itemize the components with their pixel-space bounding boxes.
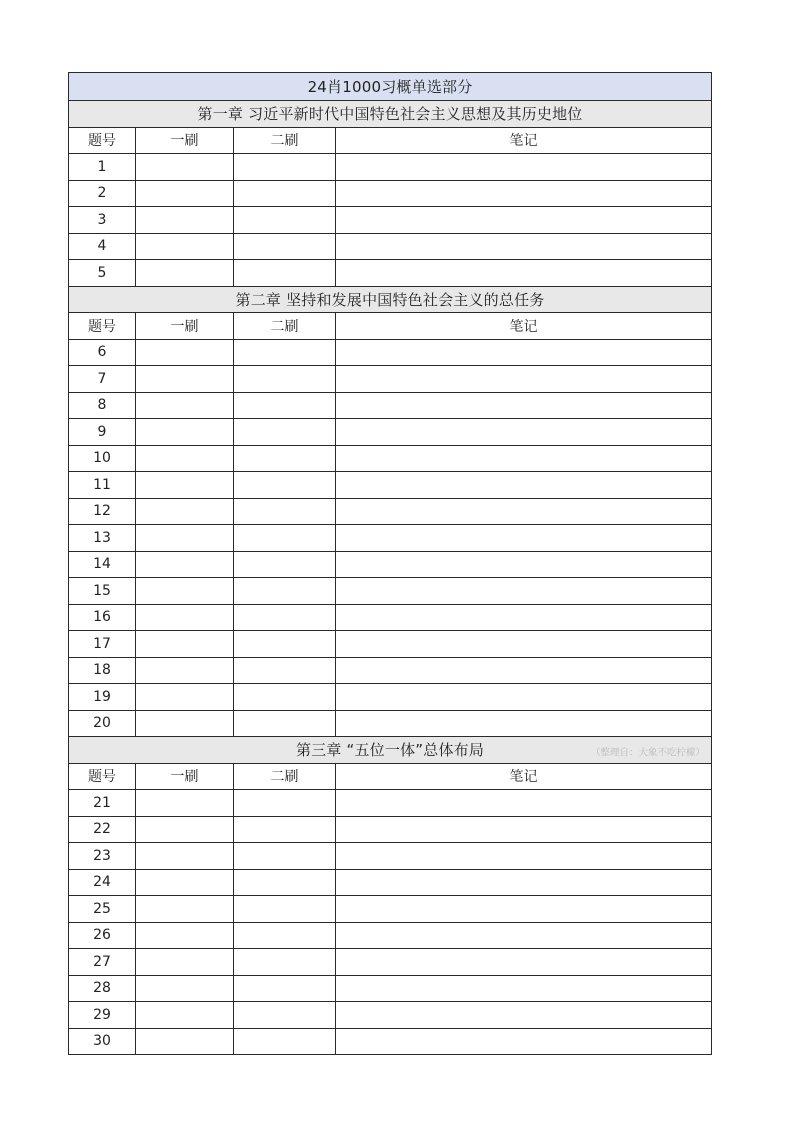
- table-row: [69, 365, 711, 392]
- question-number: 28: [93, 980, 111, 997]
- table-row: [69, 657, 711, 684]
- practice-log-table: [68, 72, 712, 1055]
- table-row: [69, 842, 711, 869]
- header-second-pass: 二刷: [233, 764, 335, 790]
- notes-cell[interactable]: [335, 605, 711, 631]
- notes-cell[interactable]: [335, 207, 711, 233]
- table-row: [69, 1001, 711, 1028]
- second-pass-cell[interactable]: [233, 472, 335, 498]
- first-pass-cell[interactable]: [135, 843, 233, 869]
- table-row: [69, 153, 711, 180]
- second-pass-cell[interactable]: [233, 843, 335, 869]
- notes-cell[interactable]: [335, 234, 711, 260]
- question-number: 1: [97, 158, 107, 175]
- table-row: [69, 710, 711, 737]
- first-pass-cell[interactable]: [135, 552, 233, 578]
- question-number: 30: [93, 1033, 111, 1050]
- table-row: [69, 206, 711, 233]
- first-pass-cell[interactable]: [135, 499, 233, 525]
- table-row: [69, 180, 711, 207]
- chapter-header-row: [69, 286, 711, 313]
- second-pass-cell[interactable]: [233, 1029, 335, 1055]
- second-pass-cell[interactable]: [233, 419, 335, 445]
- notes-cell[interactable]: [335, 154, 711, 180]
- first-pass-cell[interactable]: [135, 1029, 233, 1055]
- first-pass-cell[interactable]: [135, 923, 233, 949]
- second-pass-cell[interactable]: [233, 207, 335, 233]
- header-first-pass: 一刷: [135, 313, 233, 339]
- first-pass-cell[interactable]: [135, 419, 233, 445]
- notes-cell[interactable]: [335, 976, 711, 1002]
- first-pass-cell[interactable]: [135, 446, 233, 472]
- second-pass-cell[interactable]: [233, 605, 335, 631]
- table-row: [69, 551, 711, 578]
- question-number: 20: [93, 715, 111, 732]
- question-number: 19: [93, 688, 111, 705]
- table-row: [69, 392, 711, 419]
- header-second-pass: 二刷: [233, 128, 335, 154]
- table-row: [69, 418, 711, 445]
- table-row: [69, 922, 711, 949]
- table-row: [69, 339, 711, 366]
- second-pass-cell[interactable]: [233, 817, 335, 843]
- header-question-number: 题号: [88, 318, 116, 335]
- notes-cell[interactable]: [335, 340, 711, 366]
- notes-cell[interactable]: [335, 949, 711, 975]
- table-row: [69, 895, 711, 922]
- first-pass-cell[interactable]: [135, 472, 233, 498]
- notes-cell[interactable]: [335, 552, 711, 578]
- table-row: [69, 498, 711, 525]
- question-number: 23: [93, 847, 111, 864]
- second-pass-cell[interactable]: [233, 896, 335, 922]
- first-pass-cell[interactable]: [135, 870, 233, 896]
- notes-cell[interactable]: [335, 419, 711, 445]
- second-pass-cell[interactable]: [233, 631, 335, 657]
- notes-cell[interactable]: [335, 923, 711, 949]
- first-pass-cell[interactable]: [135, 260, 233, 286]
- header-question-number: 题号: [88, 769, 116, 786]
- header-first-pass: 一刷: [135, 764, 233, 790]
- question-number: 9: [97, 423, 107, 440]
- table-row: [69, 789, 711, 816]
- second-pass-cell[interactable]: [233, 976, 335, 1002]
- notes-cell[interactable]: [335, 711, 711, 737]
- question-number: 6: [97, 344, 107, 361]
- table-row: [69, 524, 711, 551]
- table-row: [69, 471, 711, 498]
- table-row: [69, 683, 711, 710]
- second-pass-cell[interactable]: [233, 658, 335, 684]
- question-number: 8: [97, 397, 107, 414]
- first-pass-cell[interactable]: [135, 234, 233, 260]
- chapter-header-row: [69, 736, 711, 763]
- question-number: 3: [97, 211, 107, 228]
- table-row: [69, 975, 711, 1002]
- header-notes: 笔记: [335, 764, 711, 790]
- notes-cell[interactable]: [335, 1002, 711, 1028]
- first-pass-cell[interactable]: [135, 393, 233, 419]
- notes-cell[interactable]: [335, 181, 711, 207]
- chapter-title: 第一章 习近平新时代中国特色社会主义思想及其历史地位: [197, 105, 583, 124]
- table-row: [69, 1028, 711, 1055]
- column-header-row: [69, 127, 711, 154]
- second-pass-cell[interactable]: [233, 949, 335, 975]
- notes-cell[interactable]: [335, 658, 711, 684]
- second-pass-cell[interactable]: [233, 1002, 335, 1028]
- second-pass-cell[interactable]: [233, 234, 335, 260]
- first-pass-cell[interactable]: [135, 896, 233, 922]
- second-pass-cell[interactable]: [233, 552, 335, 578]
- table-title-row: [69, 72, 711, 100]
- table-row: [69, 604, 711, 631]
- first-pass-cell[interactable]: [135, 340, 233, 366]
- header-notes: 笔记: [335, 128, 711, 154]
- first-pass-cell[interactable]: [135, 605, 233, 631]
- chapter-title: 第二章 坚持和发展中国特色社会主义的总任务: [235, 290, 545, 309]
- first-pass-cell[interactable]: [135, 207, 233, 233]
- first-pass-cell[interactable]: [135, 976, 233, 1002]
- first-pass-cell[interactable]: [135, 949, 233, 975]
- column-header-row: [69, 763, 711, 790]
- first-pass-cell[interactable]: [135, 790, 233, 816]
- question-number: 26: [93, 927, 111, 944]
- notes-cell[interactable]: [335, 366, 711, 392]
- first-pass-cell[interactable]: [135, 711, 233, 737]
- table-row: [69, 445, 711, 472]
- notes-cell[interactable]: [335, 446, 711, 472]
- header-first-pass: 一刷: [135, 128, 233, 154]
- column-header-row: [69, 312, 711, 339]
- second-pass-cell[interactable]: [233, 446, 335, 472]
- question-number: 16: [93, 609, 111, 626]
- question-number: 25: [93, 900, 111, 917]
- first-pass-cell[interactable]: [135, 578, 233, 604]
- second-pass-cell[interactable]: [233, 711, 335, 737]
- notes-cell[interactable]: [335, 817, 711, 843]
- first-pass-cell[interactable]: [135, 181, 233, 207]
- question-number: 29: [93, 1006, 111, 1023]
- notes-cell[interactable]: [335, 472, 711, 498]
- second-pass-cell[interactable]: [233, 684, 335, 710]
- question-number: 2: [97, 185, 107, 202]
- second-pass-cell[interactable]: [233, 393, 335, 419]
- notes-cell[interactable]: [335, 499, 711, 525]
- question-number: 4: [97, 238, 107, 255]
- second-pass-cell[interactable]: [233, 923, 335, 949]
- notes-cell[interactable]: [335, 896, 711, 922]
- question-number: 17: [93, 635, 111, 652]
- question-number: 10: [93, 450, 111, 467]
- question-number: 11: [93, 476, 111, 493]
- notes-cell[interactable]: [335, 578, 711, 604]
- header-question-number: 题号: [88, 133, 116, 150]
- table-title: 24肖1000习概单选部分: [307, 78, 473, 96]
- second-pass-cell[interactable]: [233, 340, 335, 366]
- notes-cell[interactable]: [335, 631, 711, 657]
- question-number: 12: [93, 503, 111, 520]
- table-row: [69, 948, 711, 975]
- notes-cell[interactable]: [335, 525, 711, 551]
- second-pass-cell[interactable]: [233, 154, 335, 180]
- notes-cell[interactable]: [335, 1029, 711, 1055]
- table-row: [69, 869, 711, 896]
- question-number: 22: [93, 821, 111, 838]
- notes-cell[interactable]: [335, 260, 711, 286]
- notes-cell[interactable]: [335, 684, 711, 710]
- first-pass-cell[interactable]: [135, 1002, 233, 1028]
- second-pass-cell[interactable]: [233, 366, 335, 392]
- table-row: [69, 816, 711, 843]
- table-row: [69, 233, 711, 260]
- question-number: 5: [97, 264, 107, 281]
- second-pass-cell[interactable]: [233, 499, 335, 525]
- table-row: [69, 577, 711, 604]
- first-pass-cell[interactable]: [135, 684, 233, 710]
- second-pass-cell[interactable]: [233, 525, 335, 551]
- table-row: [69, 259, 711, 286]
- second-pass-cell[interactable]: [233, 578, 335, 604]
- second-pass-cell[interactable]: [233, 181, 335, 207]
- first-pass-cell[interactable]: [135, 154, 233, 180]
- notes-cell[interactable]: [335, 393, 711, 419]
- question-number: 7: [97, 370, 107, 387]
- table-row: [69, 630, 711, 657]
- question-number: 13: [93, 529, 111, 546]
- first-pass-cell[interactable]: [135, 658, 233, 684]
- chapters-container: [69, 100, 711, 1054]
- notes-cell[interactable]: [335, 843, 711, 869]
- header-second-pass: 二刷: [233, 313, 335, 339]
- second-pass-cell[interactable]: [233, 260, 335, 286]
- notes-cell[interactable]: [335, 870, 711, 896]
- header-notes: 笔记: [335, 313, 711, 339]
- question-number: 24: [93, 874, 111, 891]
- question-number: 18: [93, 662, 111, 679]
- notes-cell[interactable]: [335, 790, 711, 816]
- question-number: 15: [93, 582, 111, 599]
- watermark-text: （整理自：大象不吃柠檬）: [590, 747, 705, 759]
- question-number: 27: [93, 953, 111, 970]
- second-pass-cell[interactable]: [233, 790, 335, 816]
- first-pass-cell[interactable]: [135, 817, 233, 843]
- chapter-header-row: [69, 100, 711, 127]
- second-pass-cell[interactable]: [233, 870, 335, 896]
- first-pass-cell[interactable]: [135, 631, 233, 657]
- question-number: 14: [93, 556, 111, 573]
- first-pass-cell[interactable]: [135, 366, 233, 392]
- first-pass-cell[interactable]: [135, 525, 233, 551]
- question-number: 21: [93, 794, 111, 811]
- chapter-title: 第三章 “五位一体”总体布局: [295, 741, 485, 760]
